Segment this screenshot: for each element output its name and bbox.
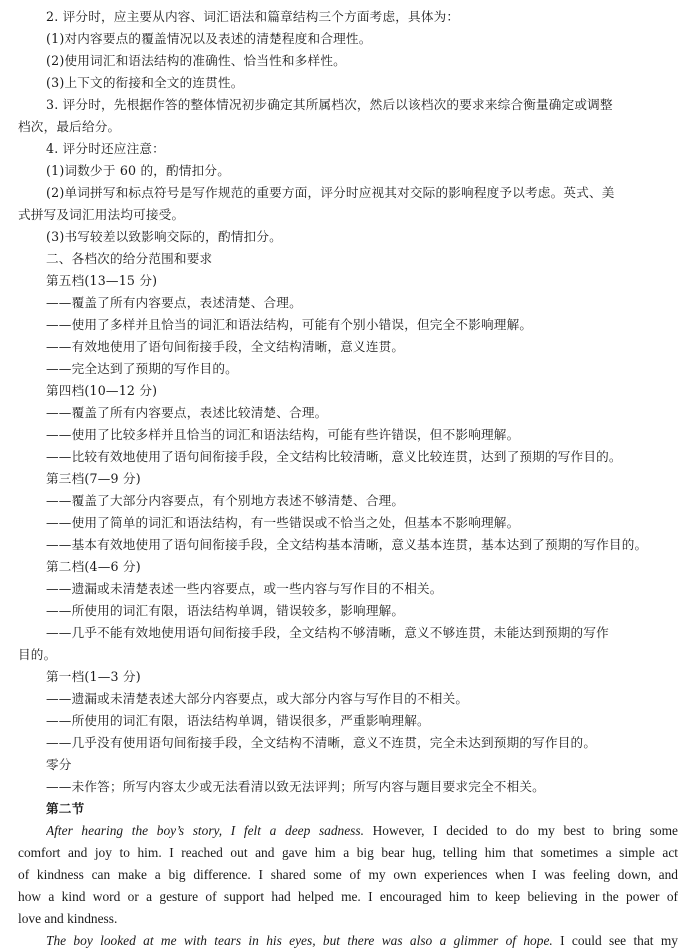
criterion-line: ——使用了简单的词汇和语法结构，有一些错误或不恰当之处，但基本不影响理解。 [46,515,520,530]
criterion-line: ——覆盖了所有内容要点，表述比较清楚、合理。 [46,405,328,420]
band-heading: 第四档(10—12 分) [46,383,158,398]
criterion-line: ——覆盖了大部分内容要点，有个别地方表述不够清楚、合理。 [46,493,405,508]
band-heading: 第三档(7—9 分) [46,471,141,486]
essay-line: love and kindness. [18,911,118,926]
criterion-line: ——完全达到了预期的写作目的。 [46,361,238,376]
text-line: (3)书写较差以致影响交际的，酌情扣分。 [46,229,282,244]
essay-italic-sentence: After hearing the boy’s story, I felt a deep sadness. [46,823,364,838]
criterion-line: ——覆盖了所有内容要点，表述清楚、合理。 [46,295,302,310]
text-line: 档次，最后给分。 [18,119,121,134]
text-line: 式拼写及词汇用法均可接受。 [18,207,185,222]
criterion-line: ——基本有效地使用了语句间衔接手段，全文结构基本清晰，意义基本连贯，基本达到了预期的写作目的。 [46,537,648,552]
text-line: (1)对内容要点的覆盖情况以及表述的清楚程度和合理性。 [46,31,372,46]
band-heading: 第一档(1—3 分) [46,669,141,684]
essay-italic-sentence: The boy looked at me with tears in his eyes, but there was also a glimmer of hope. [46,933,553,948]
criterion-line: ——所使用的词汇有限，语法结构单调，错误很多，严重影响理解。 [46,713,430,728]
section-heading: 第二节 [46,801,85,816]
criterion-line: ——所使用的词汇有限，语法结构单调，错误较多，影响理解。 [46,603,405,618]
essay-text: I could see that my [552,933,678,948]
band-heading: 第二档(4—6 分) [46,559,141,574]
criterion-line: ——有效地使用了语句间衔接手段，全文结构清晰，意义连贯。 [46,339,405,354]
criterion-line: ——几乎没有使用语句间衔接手段，全文结构不清晰，意义不连贯，完全未达到预期的写作目的。 [46,735,597,750]
essay-line: of kindness can make a big difference. I shared some of my own experiences when I was feeling down, and [18,867,678,882]
text-line: 3. 评分时，先根据作答的整体情况初步确定其所属档次，然后以该档次的要求来综合衡量确定或调整 [46,97,613,112]
essay-text: However, I decided to do my best to bring some [363,823,678,838]
section-heading: 二、各档次的给分范围和要求 [46,251,213,266]
criterion-line: ——遗漏或未清楚表述一些内容要点，或一些内容与写作目的不相关。 [46,581,443,596]
text-line: 4. 评分时还应注意： [46,141,165,156]
criterion-line: ——遗漏或未清楚表述大部分内容要点，或大部分内容与写作目的不相关。 [46,691,469,706]
text-line: (2)使用词汇和语法结构的准确性、恰当性和多样性。 [46,53,346,68]
text-line: 2. 评分时，应主要从内容、词汇语法和篇章结构三个方面考虑，具体为： [46,9,460,24]
criterion-line: ——比较有效地使用了语句间衔接手段，全文结构比较清晰，意义比较连贯，达到了预期的写作目的。 [46,449,622,464]
criterion-line: 目的。 [18,647,57,662]
essay-line [46,820,678,842]
criterion-line: ——使用了比较多样并且恰当的词汇和语法结构，可能有些许错误，但不影响理解。 [46,427,520,442]
text-line: (1)词数少于 60 的，酌情扣分。 [46,163,231,178]
essay-line [46,930,678,952]
criterion-line: ——使用了多样并且恰当的词汇和语法结构，可能有个别小错误，但完全不影响理解。 [46,317,533,332]
text-line: (3)上下文的衔接和全文的连贯性。 [46,75,244,90]
criterion-line: ——几乎不能有效地使用语句间衔接手段，全文结构不够清晰，意义不够连贯，未能达到预期的写作 [46,625,609,640]
band-heading: 零分 [46,757,72,772]
essay-line: how a kind word or a gesture of support had helped me. I encouraged him to keep believing in the power of [18,889,678,904]
essay-line: comfort and joy to him. I reached out and gave him a big bear hug, telling him that sometimes a simple act [18,845,678,860]
text-line: (2)单词拼写和标点符号是写作规范的重要方面，评分时应视其对交际的影响程度予以考虑。英式、美 [46,185,615,200]
criterion-line: ——未作答；所写内容太少或无法看清以致无法评判；所写内容与题目要求完全不相关。 [46,779,545,794]
band-heading: 第五档(13—15 分) [46,273,158,288]
